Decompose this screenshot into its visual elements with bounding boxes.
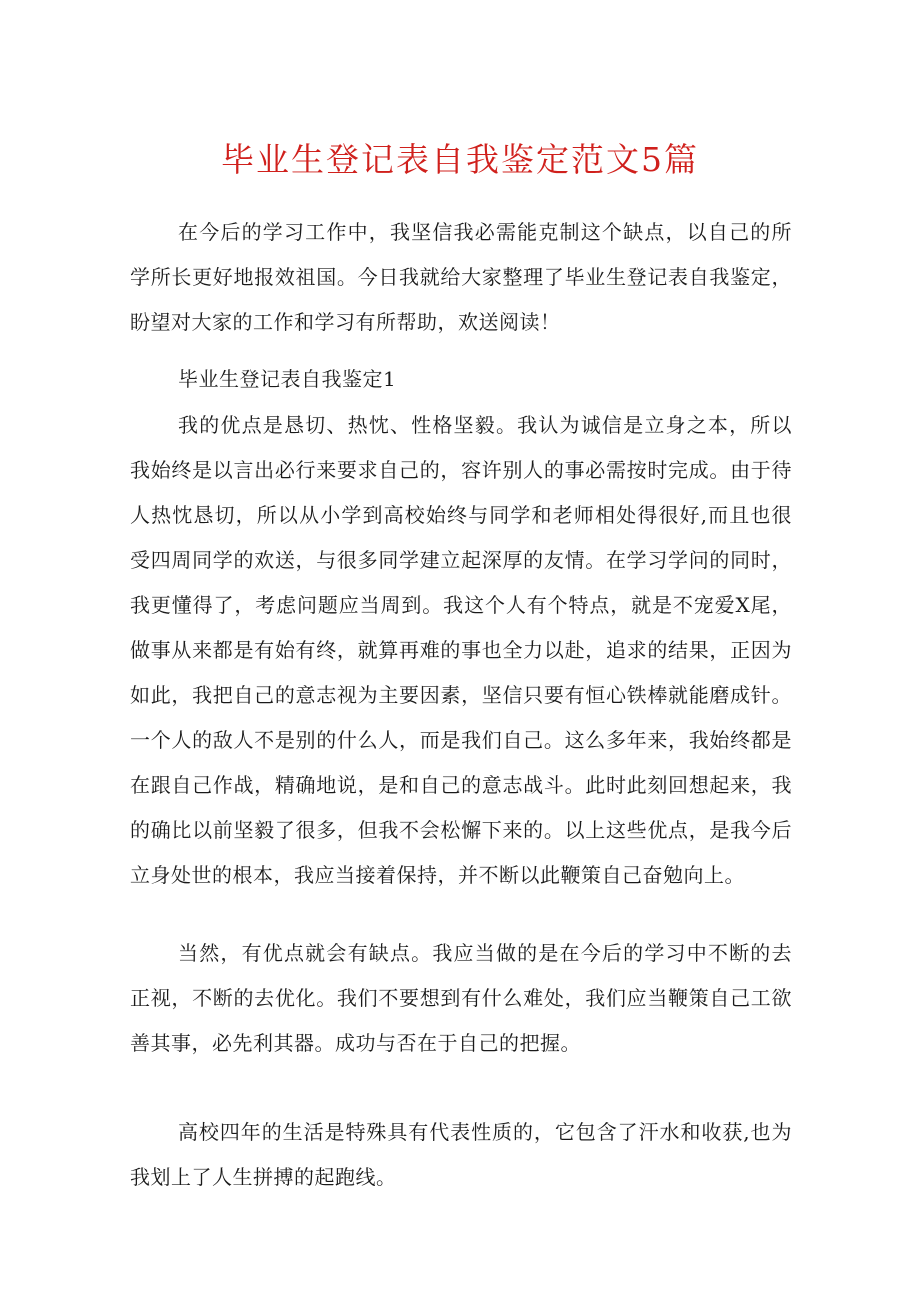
- document-title: 毕业生登记表自我鉴定范文5篇: [221, 140, 699, 179]
- section-heading-1: 毕业生登记表自我鉴定1: [178, 367, 397, 391]
- section-3-paragraph: 高校四年的生活是特殊具有代表性质的，它包含了汗水和收获,也为我划上了人生拼搏的起跑线。: [130, 1120, 792, 1189]
- section-2-paragraph: 当然，有优点就会有缺点。我应当做的是在今后的学习中不断的去正视，不断的去优化。我们不要想到有什么难处，我们应当鞭策自己工欲善其事，必先利其器。成功与否在于自己的把握。: [130, 941, 792, 1055]
- intro-paragraph: 在今后的学习工作中，我坚信我必需能克制这个缺点，以自己的所学所长更好地报效祖国。今日我就给大家整理了毕业生登记表自我鉴定，盼望对大家的工作和学习有所帮助，欢送阅读！: [130, 220, 792, 334]
- section-1-paragraph: 我的优点是恳切、热忱、性格坚毅。我认为诚信是立身之本，所以我始终是以言出必行来要求自己的，容许别人的事必需按时完成。由于待人热忱恳切，所以从小学到高校始终与同学和老师相处得很好,而且也很受四周同学的欢送，与很多同学建立起深厚的友情。在学习学问的同时，我更懂得了，考虑问题应当周到。我这个人有个特点，就是不宠爱X尾，做事从来都是有始有终，就算再难的事也全力以赴，追求的结果，正因为如此，我把自己的意志视为主要因素，坚信只要有恒心铁棒就能磨成针。一个人的敌人不是别的什么人，而是我们自己。这么多年来，我始终都是在跟自己作战，精确地说，是和自己的意志战斗。此时此刻回想起来，我的确比以前坚毅了很多，但我不会松懈下来的。以上这些优点，是我今后立身处世的根本，我应当接着保持，并不断以此鞭策自己奋勉向上。: [130, 413, 792, 887]
